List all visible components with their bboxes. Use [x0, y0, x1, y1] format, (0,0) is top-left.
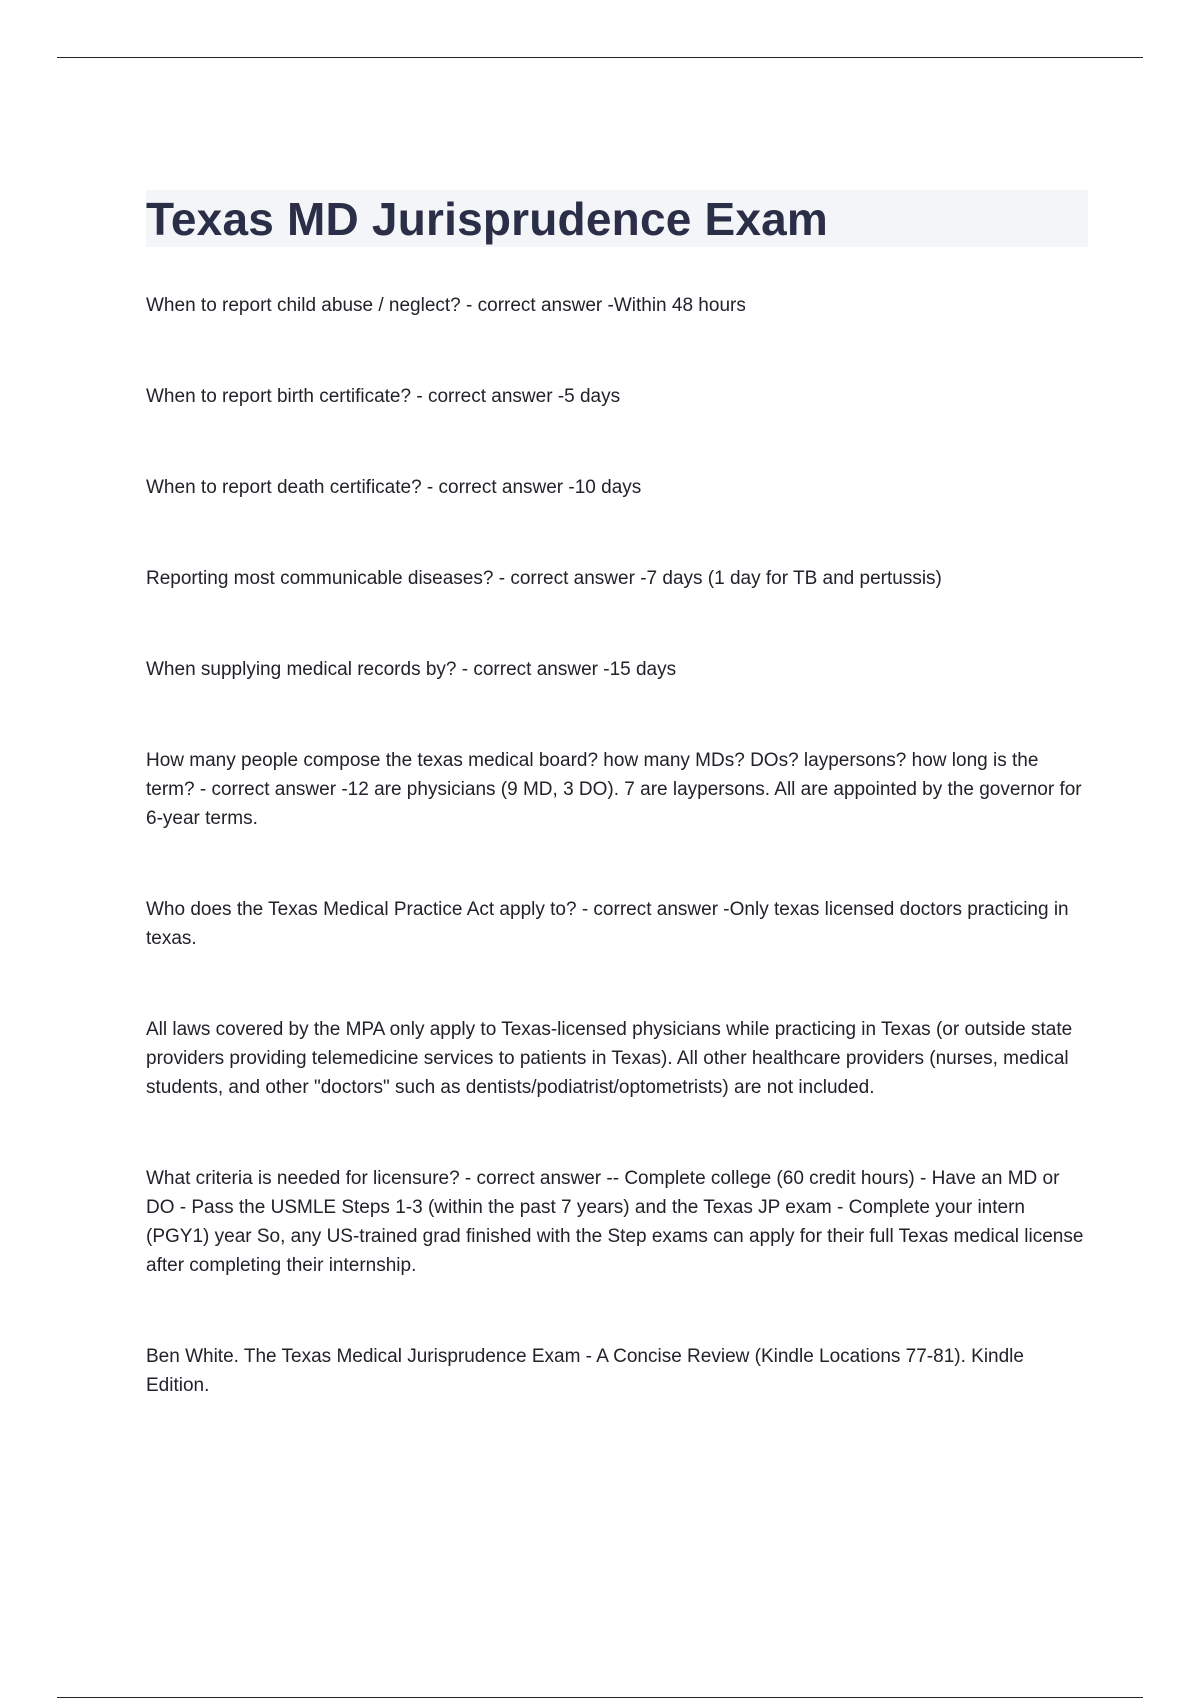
qa-list [146, 291, 1088, 1400]
qa-entry: Reporting most communicable diseases? - correct answer -7 days (1 day for TB and pertussis) [146, 568, 942, 589]
qa-entry: What criteria is needed for licensure? - correct answer -- Complete college (60 credit hours) - Have an MD or DO - Pass the USMLE Steps 1-3 (within the past 7 years) and the Texas JP exam - Complete your intern (PGY1) year So, any US-trained grad finished with the Step exams can apply for their full Texas medical license after completing their internship. [146, 1168, 1089, 1276]
qa-entry: When to report child abuse / neglect? - correct answer -Within 48 hours [146, 295, 746, 316]
qa-entry: All laws covered by the MPA only apply to Texas-licensed physicians while practicing in Texas (or outside state providers providing telemedicine services to patients in Texas). All other healthcare providers (nurses, medical students, and other "doctors" such as dentists/podiatrist/optometrists) are not included. [146, 1019, 1078, 1098]
page-title: Texas MD Jurisprudence Exam [146, 192, 829, 245]
qa-entry: How many people compose the texas medical board? how many MDs? DOs? laypersons? how long is the term? - correct answer -12 are physicians (9 MD, 3 DO). 7 are laypersons. All are appointed by the governor for 6-year terms. [146, 750, 1087, 829]
bottom-divider [57, 1697, 1143, 1698]
qa-entry: Who does the Texas Medical Practice Act apply to? - correct answer -Only texas licensed doctors practicing in texas. [146, 899, 1074, 949]
citation: Ben White. The Texas Medical Jurisprudence Exam - A Concise Review (Kindle Locations 77-81). Kindle Edition. [146, 1346, 1030, 1396]
document-body [146, 190, 1088, 1462]
qa-entry: When to report death certificate? - correct answer -10 days [146, 477, 642, 498]
top-divider [57, 57, 1143, 58]
qa-entry: When to report birth certificate? - correct answer -5 days [146, 386, 621, 407]
qa-entry: When supplying medical records by? - correct answer -15 days [146, 659, 677, 680]
title-band [146, 190, 1088, 247]
